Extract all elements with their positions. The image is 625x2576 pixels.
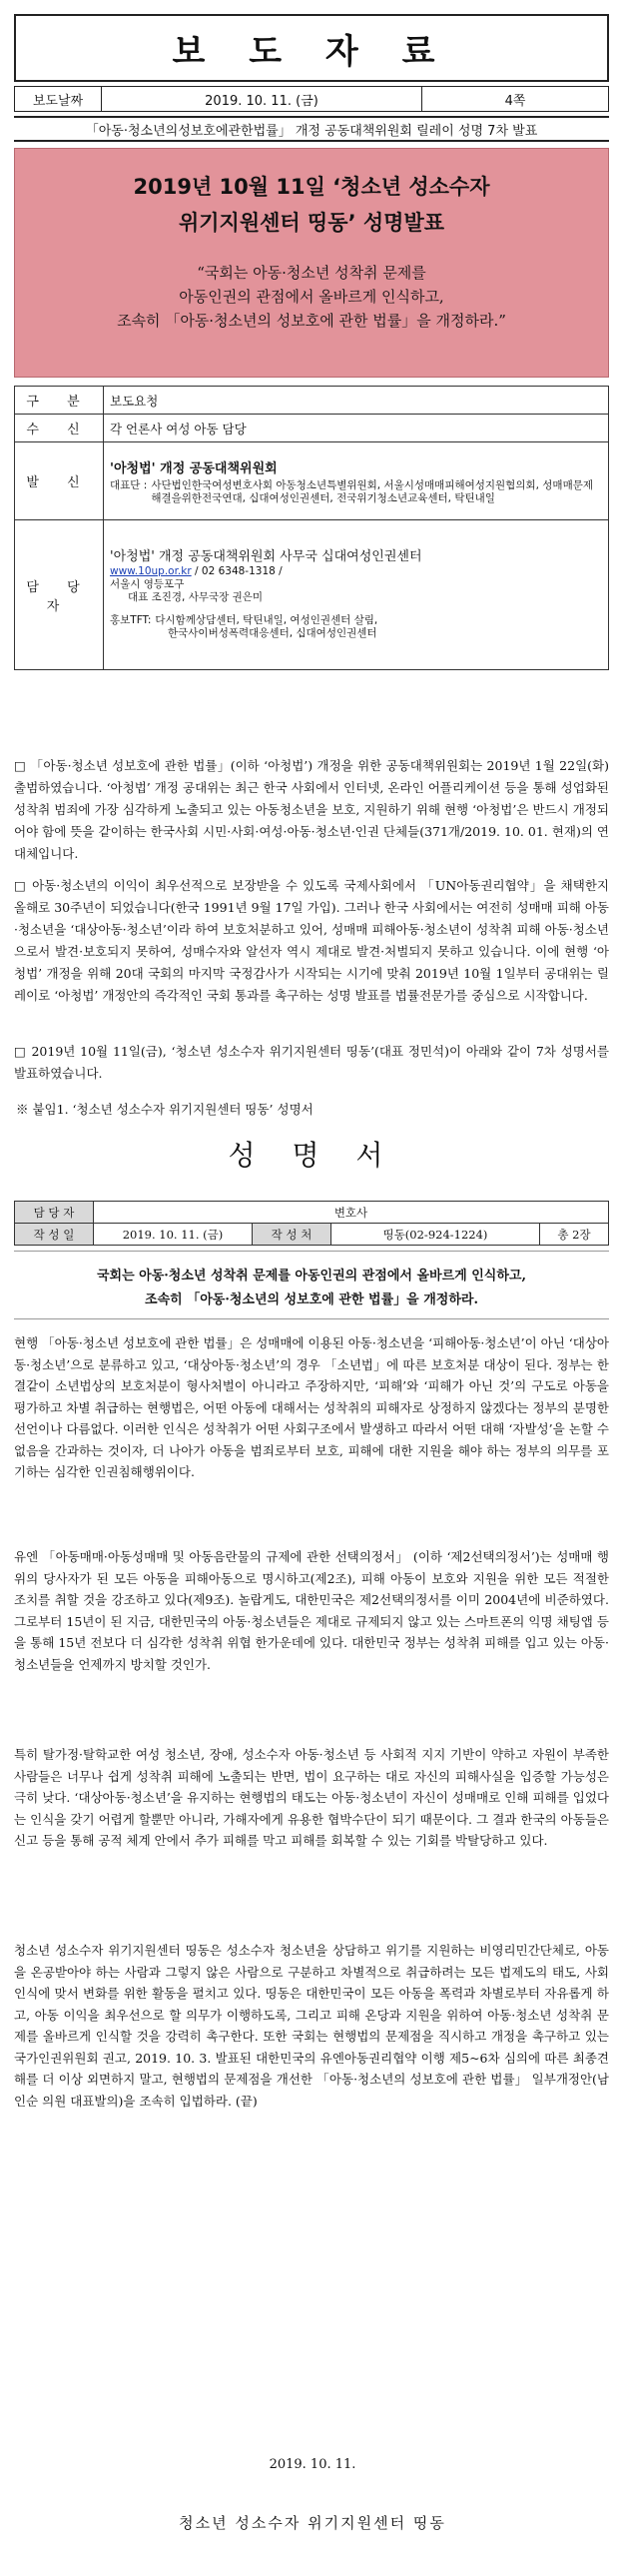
body-paragraph-3: □ 2019년 10월 11일(금), ‘청소년 성소수자 위기지원센터 띵동’(대표 정민석)이 아래와 같이 7차 성명서를 발표하였습니다. (14, 1044, 609, 1081)
statement-headline-1: 국회는 아동·청소년 성착취 문제를 아동인권의 관점에서 올바르게 인식하고, (96, 1269, 527, 1284)
statement-paragraph-1: 현행 「아동·청소년 성보호에 관한 법률」은 성매매에 이용된 아동·청소년을 ‘피해아동·청소년’이 아닌 ‘대상아동·청소년’으로 분류하고 있고, ‘대상아동·청소년’의 경우 「소년법」에 따른 보호처분 대상이 된다. 정부는 한결같이 소년법상의 보호처분이 형사처벌이 아니라고 주장하지만, ‘피해’와 ‘피해가 아닌 것’의 구도로 아동을 평가하고 차별 취급하는 현행법은, 어떤 아동에 대해서는 성착취의 피해자로 상정하지 않겠다는 정부의 분명한 선언이나 다름없다. 이러한 인식은 성착취가 어떤 사회구조에서 발생하고 따라서 어떤 대해 ‘자발성’을 논할 수 없음을 간과하는 것이자, 더 나아가 아동을 범죄로부터 보호, 피해에 대한 지원을 해야 하는 정부의 의무를 포기하는 심각한 인권침해행위이다. (14, 1335, 609, 1479)
tft-label: 홍보TFT: (110, 614, 152, 626)
statement-paragraph-2: 유엔 「아동매매·아동성매매 및 아동음란물의 규제에 관한 선택의정서」 (이하 ‘제2선택의정서’)는 성매매 행위의 당사자가 된 모든 아동을 피해아동으로 명시하고(제2조), 피해 아동이 보호와 지원을 위한 모든 적절한 조치를 취할 것을 강조하고 있다(제9조). 놀랍게도, 대한민국은 제2선택의정서를 이미 2004년에 비준하였다. 그로부터 15년이 된 지금, 대한민국의 아동·청소년들은 제대로 규제되지 않고 있는 스마트폰의 익명 채팅앱 등을 통해 15년 전보다 더 심각한 성착취 위협 한가운데에 있다. 대한민국 정부는 성착취 피해를 입고 있는 아동·청소년들을 언제까지 방치할 것인가. (14, 1549, 609, 1672)
contact-address: 서울시 영등포구 (110, 578, 185, 590)
info-row-recipient (15, 415, 609, 442)
divider (14, 1318, 609, 1319)
banner-title-line2: 위기지원센터 띵동’ 성명발표 (178, 211, 445, 235)
divider (14, 1251, 609, 1252)
tft-line2: 한국사이버성폭력대응센터, 십대여성인권센터 (168, 627, 377, 639)
author-value: 변호사 (94, 1202, 609, 1224)
banner-title-line1: 2019년 10월 11일 ‘청소년 성소수자 (133, 175, 490, 199)
statement-signature: 청소년 성소수자 위기지원센터 띵동 (179, 2514, 446, 2532)
banner-quote-line3: 조속히 「아동·청소년의 성보호에 관한 법률」을 개정하라.” (117, 312, 506, 330)
body-paragraph-1: □ 「아동·청소년 성보호에 관한 법률」(이하 ‘아청법’) 개정을 위한 공동대책위원회는 2019년 1월 22일(화) 출범하였습니다. ‘아청법’ 개정 공대위는 최근 한국 사회에서 인터넷, 온라인 어플리케이션 등을 통해 성업화된 성착취 범죄에 가장 심각하게 노출되고 있는 아동청소년을 보호, 지원하기 위해 현행 ‘아청법’은 반드시 개정되어야 함에 뜻을 같이하는 한국사회 시민·사회·여성·아동·청소년·인권 단체들(371개/2019. 10. 01. 현재)의 연대체입니다. (14, 758, 609, 861)
sender-title: '아청법' 개정 공동대책위원회 (110, 460, 278, 476)
contact-office: '아청법' 개정 공동대책위원회 사무국 십대여성인권센터 (110, 549, 422, 564)
tft-text: 다시함께상담센터, 탁틴내일, 여성인권센터 살림, (155, 614, 378, 626)
rep-text: 사단법인한국여성변호사회 아동청소년특별위원회, 서울시성매매피해여성지원협의회, 성매매문제해결을위한전국연대, 십대여성인권센터, 전국위기청소년교육센터, 탁틴내일 (151, 478, 594, 504)
banner-quote-line1: “국회는 아동·청소년 성착취 문제를 (197, 264, 426, 282)
info-label: 수 신 (15, 415, 104, 442)
statement-date: 2019. 10. 11. (269, 2457, 356, 2472)
statement-title: 성 명 서 (228, 1139, 397, 1172)
author-label: 담 당 자 (15, 1202, 94, 1224)
writer-org-value: 띵동(02-924-1224) (331, 1224, 540, 1246)
writer-org-label: 작 성 처 (253, 1224, 331, 1246)
statement-paragraph-4: 청소년 성소수자 위기지원센터 띵동은 성소수자 청소년을 상담하고 위기를 지원하는 비영리민간단체로, 아동을 온공받아야 하는 사람과 그렇지 않은 사람으로 구분하고 차별적으로 취급하려는 모든 법제도의 태도, 사회인식에 맞서 변화를 위한 활동을 펼치고 있다. 띵동은 대한민국이 모든 아동을 폭력과 차별로부터 자유롭게 하고, 아동 이익을 최우선으로 할 의무가 이행하도록, 그리고 피해 온당과 지원을 위하여 아동·청소년 성착취 문제를 올바르게 인식할 것을 강력히 촉구한다. 또한 국회는 현행법의 문제점을 직시하고 개정을 촉구하고 있는 국가인권위원회 권고, 2019. 10. 3. 발표된 대한민국의 유엔아동권리협약 이행 제5~6차 심의에 따른 최종견해를 더 이상 외면하지 말고, 현행법의 문제점을 개선한 「아동·청소년의 성보호에 관한 법률」 일부개정안(남인순 의원 대표발의)을 조속히 입법하라. (끝) (14, 1943, 609, 2109)
rep-label: 대표단 : (110, 478, 148, 491)
info-row-contact (15, 520, 609, 670)
contact-phone: / 02 6348-1318 / (195, 565, 283, 577)
written-date-label: 작 성 일 (15, 1224, 94, 1246)
press-release-title: 보 도 자 료 (14, 14, 609, 82)
law-line: 「아동·청소년의성보호에관한법률」 개정 공동대책위원회 릴레이 성명 7차 발표 (14, 116, 609, 142)
page-count: 4쪽 (504, 93, 526, 109)
contact-representative: 대표 조진경, 사무국장 권은미 (128, 591, 264, 603)
info-label: 담 당 자 (15, 520, 104, 670)
info-value: 보도요청 (104, 387, 609, 415)
body-paragraph-2: □ 아동·청소년의 이익이 최우선적으로 보장받을 수 있도록 국제사회에서 「UN아동권리협약」을 채택한지 올해로 30주년이 되었습니다(한국 1991년 9월 17일 가입). 그러나 한국 사회에서는 여전히 성매매 피해 아동·청소년을 ‘대상아동·청소년’이라 하여 보호처분하고 있어, 성매매 피해아동·청소년이 성착취 피해 아동·청소년으로서 발견·보호되지 못하여, 성매수자와 알선자 역시 제대로 발견·처벌되지 못하고 있습니다. 이에 현행 ‘아청법’ 개정을 위해 20대 국회의 마지막 국정감사가 시작되는 시기에 맞춰 2019년 10월 1일부터 공대위는 릴레이로 ‘아청법’ 개정안의 즉각적인 국회 통과를 촉구하는 성명 발표를 법률전문가를 중심으로 시작합니다. (14, 878, 609, 1003)
attachment-note: ※ 붙임1. ‘청소년 성소수자 위기지원센터 띵동’ 성명서 (16, 1102, 313, 1117)
sender-representatives (110, 479, 602, 505)
total-pages: 총 2장 (540, 1224, 609, 1246)
info-row-category (15, 387, 609, 415)
release-meta-row (14, 86, 609, 112)
contact-url-link[interactable]: www.10up.or.kr (110, 565, 192, 577)
written-date-value: 2019. 10. 11. (금) (94, 1224, 253, 1246)
info-label: 구 분 (15, 387, 104, 415)
info-value: 각 언론사 여성 아동 담당 (104, 415, 609, 442)
statement-paragraph-3: 특히 탈가정·탈학교한 여성 청소년, 장애, 성소수자 아동·청소년 등 사회적 지지 기반이 약하고 자원이 부족한 사람들은 너무나 쉽게 성착취 피해에 노출되는 반면, 법이 요구하는 대로 자신의 피해사실을 입증할 가능성은 극히 낮다. ‘대상아동·청소년’을 유지하는 현행법의 태도는 아동·청소년이 자신이 성매매로 인해 피해를 입었다는 인식을 갖기 어렵게 할뿐만 아니라, 가해자에게 유용한 협박수단이 되기 때문이다. 그 결과 한국의 아동들은 신고 등을 통해 공적 체계 안에서 추가 피해를 막고 피해를 회복할 수 있는 기회를 박탈당하고 있다. (14, 1747, 609, 1848)
headline-banner (14, 148, 609, 378)
statement-headline-2: 조속히 「아동·청소년의 성보호에 관한 법률」을 개정하라. (145, 1292, 478, 1307)
date-value: 2019. 10. 11. (금) (102, 87, 422, 111)
date-label: 보도날짜 (15, 87, 102, 111)
info-row-sender (15, 442, 609, 520)
banner-quote-line2: 아동인권의 관점에서 올바르게 인식하고, (179, 288, 444, 306)
tft-line1 (110, 614, 602, 627)
contact-info-table (14, 386, 609, 670)
statement-meta-table (14, 1201, 609, 1246)
info-label: 발 신 (15, 442, 104, 520)
